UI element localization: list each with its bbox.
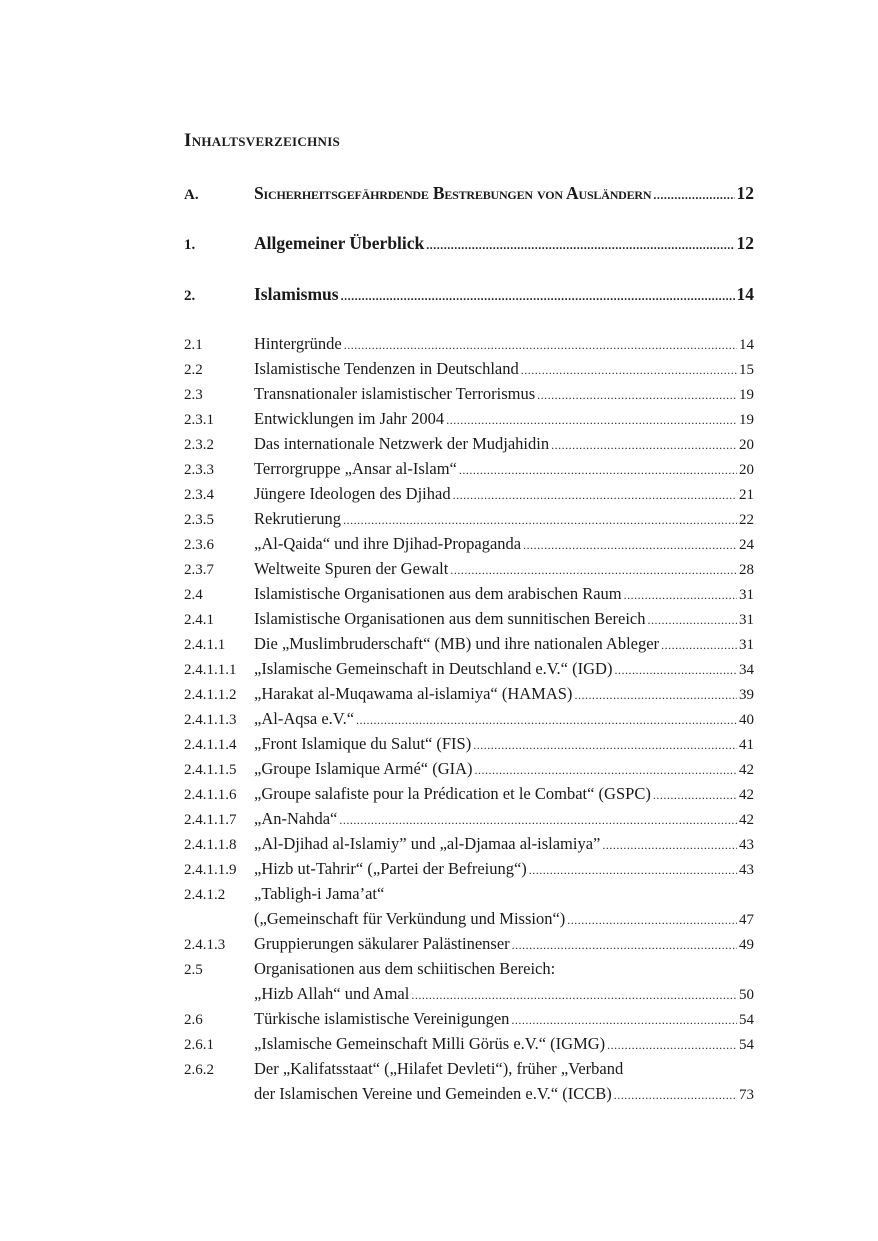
toc-number: 2.6: [184, 1012, 203, 1028]
toc-entry[interactable]: [184, 881, 754, 931]
toc-entry[interactable]: [184, 506, 754, 531]
toc-text: („Gemeinschaft für Verkündung und Mission“): [254, 909, 566, 928]
toc-number: 2.4.1.1.5: [184, 762, 237, 778]
toc-number: 2.4.1: [184, 612, 214, 628]
toc-number: 2.5: [184, 962, 203, 978]
toc-text: „Islamische Gemeinschaft in Deutschland e.V.“ (IGD): [254, 659, 613, 678]
toc-entry[interactable]: [184, 781, 754, 806]
toc-number: 2.4.1.1: [184, 637, 226, 653]
toc-page-number: 42: [739, 812, 754, 828]
toc-number: 2.4.1.1.8: [184, 837, 237, 853]
toc-page-number: 43: [739, 837, 754, 853]
toc-number: 1.: [184, 237, 196, 253]
toc-list: [184, 331, 754, 1106]
toc-text: Gruppierungen säkularer Palästinenser: [254, 934, 510, 953]
toc-number: 2.3.2: [184, 437, 214, 453]
toc-leader: [343, 508, 737, 533]
toc-leader: [653, 783, 737, 808]
toc-leader: [602, 833, 737, 858]
toc-number: 2.4.1.1.9: [184, 862, 237, 878]
toc-text: „Front Islamique du Salut“ (FIS): [254, 734, 472, 753]
toc-entry[interactable]: [184, 531, 754, 556]
toc-leader: [551, 433, 737, 458]
toc-number: 2.4: [184, 587, 203, 603]
toc-leader: [521, 358, 737, 383]
toc-entry[interactable]: [184, 931, 754, 956]
toc-entry[interactable]: [184, 1056, 754, 1106]
toc-page-number: 42: [739, 762, 754, 778]
toc-text: „Al-Aqsa e.V.“: [254, 709, 355, 728]
toc-number: 2.4.1.1.7: [184, 812, 237, 828]
toc-leader: [653, 183, 734, 208]
toc-entry[interactable]: [184, 831, 754, 856]
toc-leader: [459, 458, 737, 483]
toc-page-number: 31: [739, 587, 754, 603]
toc-text-line1: Der „Kalifatsstaat“ („Hilafet Devleti“), früher „Verband: [254, 1059, 624, 1078]
toc-page-number: 43: [739, 862, 754, 878]
toc-number: 2.3.3: [184, 462, 214, 478]
toc-number: 2.4.1.1.2: [184, 687, 237, 703]
toc-page-number: 12: [736, 233, 754, 253]
toc-leader: [411, 983, 737, 1008]
toc-text: Allgemeiner Überblick: [254, 233, 425, 253]
toc-text: Terrorgruppe „Ansar al-Islam“: [254, 459, 457, 478]
toc-number: 2.4.1.1.6: [184, 787, 237, 803]
toc-page-number: 54: [739, 1037, 754, 1053]
toc-leader: [473, 733, 737, 758]
toc-number: 2.1: [184, 337, 203, 353]
toc-major-entry[interactable]: [184, 181, 754, 206]
toc-leader: [450, 558, 737, 583]
toc-text: der Islamischen Vereine und Gemeinden e.V.“ (ICCB): [254, 1084, 612, 1103]
toc-text: Transnationaler islamistischer Terrorismus: [254, 384, 536, 403]
toc-entry[interactable]: [184, 556, 754, 581]
toc-page-number: 19: [739, 412, 754, 428]
toc-leader: [512, 933, 737, 958]
toc-page-number: 21: [739, 487, 754, 503]
toc-leader: [614, 1083, 737, 1108]
toc-number: 2.4.1.1.1: [184, 662, 237, 678]
toc-text: „Groupe Islamique Armé“ (GIA): [254, 759, 473, 778]
toc-text: Die „Muslimbruderschaft“ (MB) und ihre nationalen Ableger: [254, 634, 660, 653]
toc-leader: [661, 633, 737, 658]
toc-number: 2.4.1.1.3: [184, 712, 237, 728]
toc-number: 2.3: [184, 387, 203, 403]
toc-text: „Hizb ut-Tahrir“ („Partei der Befreiung“): [254, 859, 527, 878]
toc-page-number: 22: [739, 512, 754, 528]
toc-text: Islamistische Tendenzen in Deutschland: [254, 359, 519, 378]
toc-leader: [647, 608, 737, 633]
toc-text: Das internationale Netzwerk der Mudjahidin: [254, 434, 550, 453]
toc-entry[interactable]: [184, 381, 754, 406]
toc-text: Islamistische Organisationen aus dem sunnitischen Bereich: [254, 609, 646, 628]
toc-entry[interactable]: [184, 356, 754, 381]
toc-leader: [344, 333, 737, 358]
toc-number: 2.4.1.2: [184, 887, 226, 903]
toc-leader: [523, 533, 737, 558]
toc-entry[interactable]: [184, 481, 754, 506]
toc-entry[interactable]: [184, 706, 754, 731]
toc-leader: [574, 683, 737, 708]
toc-page-number: 19: [739, 387, 754, 403]
toc-page-number: 41: [739, 737, 754, 753]
toc-page-number: 20: [739, 437, 754, 453]
toc-leader: [567, 908, 737, 933]
toc-entry[interactable]: [184, 956, 754, 1006]
toc-number: 2.3.1: [184, 412, 214, 428]
toc-page-number: 14: [736, 284, 754, 304]
toc-text: Islamismus: [254, 284, 339, 304]
toc-page-number: 31: [739, 612, 754, 628]
toc-text: Jüngere Ideologen des Djihad: [254, 484, 451, 503]
toc-leader: [453, 483, 737, 508]
toc-entry[interactable]: [184, 1031, 754, 1056]
toc-number: 2.6.2: [184, 1062, 214, 1078]
toc-number: A.: [184, 187, 199, 203]
toc-number: 2.4.1.1.4: [184, 737, 237, 753]
toc-number: 2.2: [184, 362, 203, 378]
toc-leader: [624, 583, 737, 608]
toc-page-number: 39: [739, 687, 754, 703]
toc-leader: [614, 658, 737, 683]
toc-page-number: 42: [739, 787, 754, 803]
toc-entry[interactable]: [184, 806, 754, 831]
toc-page-number: 31: [739, 637, 754, 653]
toc-page-number: 40: [739, 712, 754, 728]
toc-page-number: 20: [739, 462, 754, 478]
toc-major-entry[interactable]: [184, 282, 754, 307]
toc-entry[interactable]: [184, 631, 754, 656]
toc-entry[interactable]: [184, 406, 754, 431]
toc-leader: [475, 758, 737, 783]
toc-number: 2.3.6: [184, 537, 214, 553]
toc-text: Weltweite Spuren der Gewalt: [254, 559, 449, 578]
toc-text: Entwicklungen im Jahr 2004: [254, 409, 445, 428]
toc-page-number: 50: [739, 987, 754, 1003]
toc-number: 2.6.1: [184, 1037, 214, 1053]
toc-page-number: 12: [736, 183, 754, 203]
toc-page-number: 73: [739, 1087, 754, 1103]
toc-entry[interactable]: [184, 681, 754, 706]
toc-text: Sicherheitsgefährdende Bestrebungen von Ausländern: [254, 183, 652, 203]
toc-entry[interactable]: [184, 856, 754, 881]
toc-entry[interactable]: [184, 756, 754, 781]
toc-entry[interactable]: [184, 606, 754, 631]
toc-text-line1: Organisationen aus dem schiitischen Bereich:: [254, 959, 556, 978]
toc-major-entry[interactable]: [184, 231, 754, 256]
toc-page-number: 28: [739, 562, 754, 578]
toc-entry[interactable]: [184, 331, 754, 356]
toc-number: 2.3.7: [184, 562, 214, 578]
toc-text: „Hizb Allah“ und Amal: [254, 984, 410, 1003]
toc-page-number: 34: [739, 662, 754, 678]
toc-entry[interactable]: [184, 731, 754, 756]
page-title: Inhaltsverzeichnis: [184, 130, 341, 151]
toc-page-number: 47: [739, 912, 754, 928]
toc-text: „Al-Qaida“ und ihre Djihad-Propaganda: [254, 534, 522, 553]
toc-text: Hintergründe: [254, 334, 342, 353]
toc-entry[interactable]: [184, 1006, 754, 1031]
toc-text: „Al-Djihad al-Islamiy” und „al-Djamaa al-islamiya”: [254, 834, 601, 853]
toc-text: Rekrutierung: [254, 509, 342, 528]
toc-number: 2.3.5: [184, 512, 214, 528]
toc-leader: [339, 808, 737, 833]
toc-number: 2.: [184, 288, 196, 304]
toc-page-number: 14: [739, 337, 754, 353]
toc-page-number: 24: [739, 537, 754, 553]
toc-entry[interactable]: [184, 656, 754, 681]
toc-leader: [426, 233, 734, 258]
toc-entry[interactable]: [184, 581, 754, 606]
toc-text: „Groupe salafiste pour la Prédication et le Combat“ (GSPC): [254, 784, 651, 803]
toc-text-line1: „Tabligh-i Jama’at“: [254, 884, 385, 903]
toc-text: Islamistische Organisationen aus dem arabischen Raum: [254, 584, 622, 603]
toc-leader: [607, 1033, 737, 1058]
toc-leader: [356, 708, 737, 733]
toc-entry[interactable]: [184, 431, 754, 456]
toc-entry[interactable]: [184, 456, 754, 481]
toc-text: „An-Nahda“: [254, 809, 338, 828]
toc-text: „Islamische Gemeinschaft Milli Görüs e.V.“ (IGMG): [254, 1034, 606, 1053]
toc-number: 2.3.4: [184, 487, 214, 503]
toc-page-number: 54: [739, 1012, 754, 1028]
toc-number: 2.4.1.3: [184, 937, 226, 953]
toc-leader: [537, 383, 737, 408]
toc-text: „Harakat al-Muqawama al-islamiya“ (HAMAS): [254, 684, 573, 703]
toc-page-number: 49: [739, 937, 754, 953]
toc-leader: [529, 858, 737, 883]
toc-text: Türkische islamistische Vereinigungen: [254, 1009, 510, 1028]
toc-page-number: 15: [739, 362, 754, 378]
toc-leader: [511, 1008, 737, 1033]
toc-leader: [341, 284, 735, 309]
toc-leader: [446, 408, 737, 433]
